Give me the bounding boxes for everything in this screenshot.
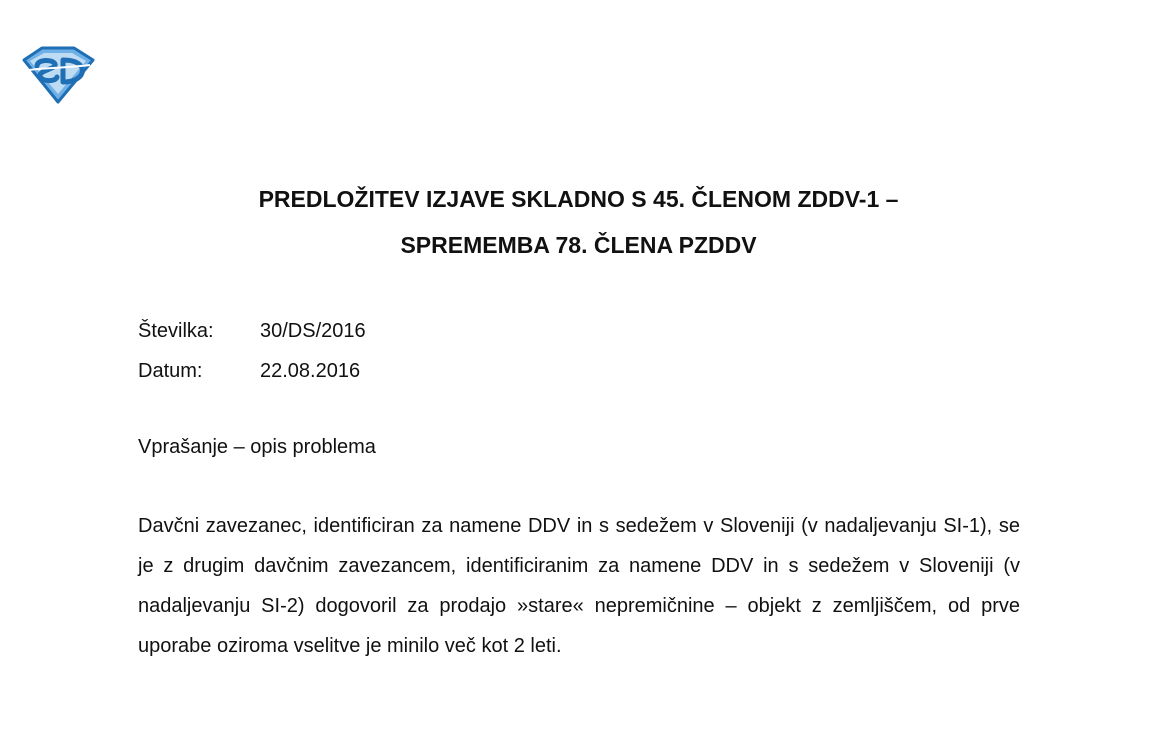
number-value: 30/DS/2016: [260, 320, 366, 342]
date-value: 22.08.2016: [260, 360, 361, 382]
shield-logo-icon: [20, 46, 96, 104]
document-metadata: [138, 311, 366, 391]
body-paragraph: Davčni zavezanec, identificiran za namene DDV in s sedežem v Sloveniji (v nadaljevanju SI-1), se je z drugim davčnim zavezancem, identificiranim za namene DDV in s sedežem v Sloveniji (v nadaljevanju SI-2) dogovoril za prodajo »stare« nepremičnine – objekt z zemljiščem, od prve uporabe oziroma vselitve je minilo več kot 2 leti.: [138, 515, 1020, 657]
meta-row-number: [138, 311, 366, 351]
date-label: Datum:: [138, 360, 203, 382]
title-line-1: PREDLOŽITEV IZJAVE SKLADNO S 45. ČLENOM ZDDV-1 –: [258, 186, 899, 212]
title-line-2: SPREMEMBA 78. ČLENA PZDDV: [400, 232, 757, 258]
section-heading: Vprašanje – opis problema: [138, 436, 376, 458]
meta-row-date: [138, 351, 366, 391]
document-title: [0, 176, 1157, 268]
number-label: Številka:: [138, 320, 214, 342]
company-logo: [20, 46, 96, 104]
